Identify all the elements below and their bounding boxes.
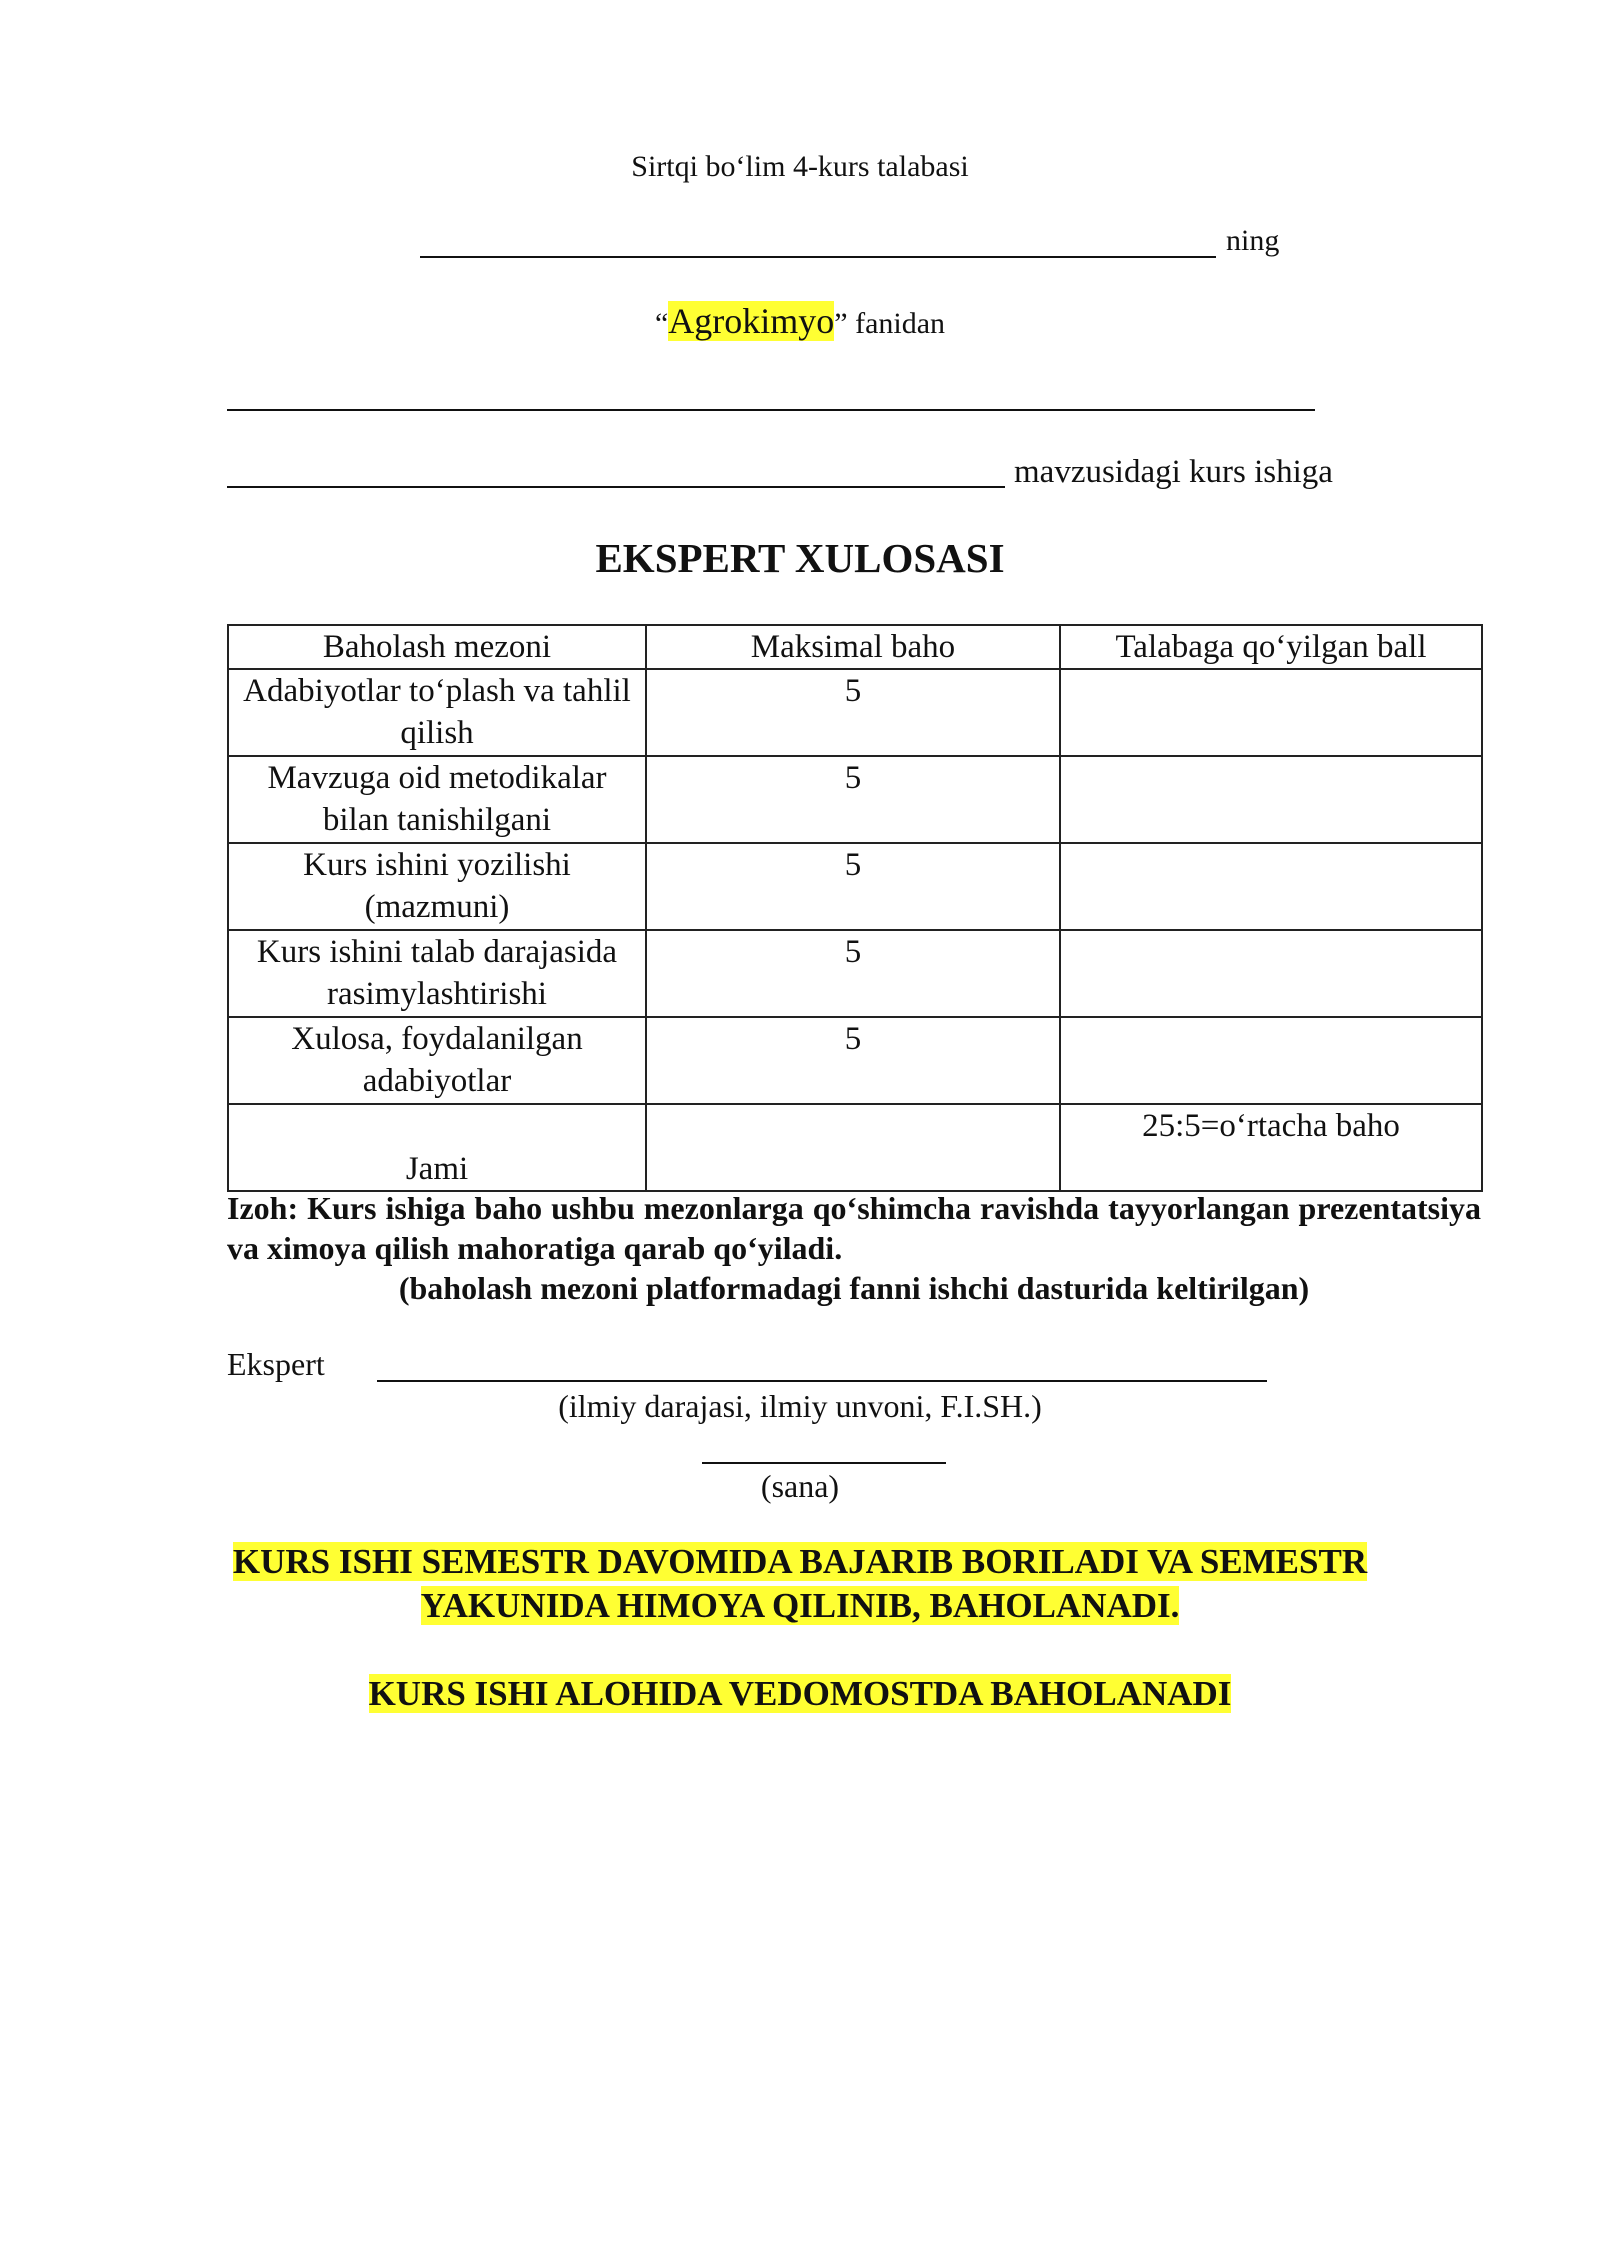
student-line: Sirtqi bo‘lim 4-kurs talabasi bbox=[631, 150, 969, 183]
given-score-cell bbox=[1060, 669, 1482, 756]
criterion-cell: Kurs ishini talab darajasida rasimylashtirishi bbox=[228, 930, 646, 1017]
total-given-cell: 25:5=o‘rtacha baho bbox=[1060, 1104, 1482, 1191]
max-score-cell: 5 bbox=[646, 756, 1060, 843]
date-line bbox=[702, 1462, 946, 1464]
banner-line-3 bbox=[0, 1672, 1600, 1716]
table-row bbox=[228, 1017, 1482, 1104]
banner-text-3: KURS ISHI ALOHIDA VEDOMOSTDA BAHOLANADI bbox=[368, 1674, 1232, 1713]
topic-line-2 bbox=[227, 486, 1005, 488]
table-row bbox=[228, 930, 1482, 1017]
date-caption: (sana) bbox=[760, 1468, 840, 1504]
note-parenthetical: (baholash mezoni platformadagi fanni ishchi dasturida keltirilgan) bbox=[398, 1270, 1310, 1306]
note-block bbox=[227, 1188, 1481, 1308]
given-score-cell bbox=[1060, 1017, 1482, 1104]
criteria-table bbox=[227, 624, 1483, 1192]
expert-signature-line bbox=[377, 1380, 1267, 1382]
max-score-cell: 5 bbox=[646, 1017, 1060, 1104]
banner-line-1 bbox=[0, 1540, 1600, 1584]
given-score-cell bbox=[1060, 930, 1482, 1017]
header-given-score: Talabaga qo‘yilgan ball bbox=[1060, 625, 1482, 669]
criterion-cell: Mavzuga oid metodikalar bilan tanishilgani bbox=[228, 756, 646, 843]
subject-suffix: fanidan bbox=[855, 307, 946, 340]
max-score-cell: 5 bbox=[646, 669, 1060, 756]
banner-line-2 bbox=[0, 1584, 1600, 1628]
given-score-cell bbox=[1060, 843, 1482, 930]
topic-suffix: mavzusidagi kurs ishiga bbox=[1014, 454, 1333, 490]
total-max-cell bbox=[646, 1104, 1060, 1191]
quote-close: ” bbox=[834, 307, 848, 340]
table-row bbox=[228, 843, 1482, 930]
ning-label: ning bbox=[1226, 224, 1280, 257]
table-row bbox=[228, 756, 1482, 843]
expert-caption: (ilmiy darajasi, ilmiy unvoni, F.I.SH.) bbox=[558, 1388, 1042, 1424]
banner-text-1: KURS ISHI SEMESTR DAVOMIDA BAJARIB BORILADI VA SEMESTR bbox=[232, 1542, 1368, 1581]
subject-name: Agrokimyo bbox=[668, 301, 835, 341]
criterion-cell: Kurs ishini yozilishi (mazmuni) bbox=[228, 843, 646, 930]
note-text: Izoh: Kurs ishiga baho ushbu mezonlarga qo‘shimcha ravishda tayyorlangan prezentatsiya va ximoya qilish mahoratiga qarab qo‘yiladi. bbox=[227, 1190, 1481, 1266]
given-score-cell bbox=[1060, 756, 1482, 843]
table-row bbox=[228, 669, 1482, 756]
max-score-cell: 5 bbox=[646, 930, 1060, 1017]
document-title: EKSPERT XULOSASI bbox=[595, 535, 1005, 581]
criterion-cell: Xulosa, foydalanilgan adabiyotlar bbox=[228, 1017, 646, 1104]
total-label-cell: Jami bbox=[228, 1104, 646, 1191]
max-score-cell: 5 bbox=[646, 843, 1060, 930]
table-header-row bbox=[228, 625, 1482, 669]
student-name-line bbox=[420, 256, 1216, 258]
expert-label: Ekspert bbox=[227, 1346, 325, 1382]
topic-line-1 bbox=[227, 409, 1315, 411]
header-max-score: Maksimal baho bbox=[646, 625, 1060, 669]
subject-line bbox=[0, 300, 1600, 342]
criterion-cell: Adabiyotlar to‘plash va tahlil qilish bbox=[228, 669, 646, 756]
banner-text-2: YAKUNIDA HIMOYA QILINIB, BAHOLANADI. bbox=[420, 1586, 1180, 1625]
quote-open: “ bbox=[654, 307, 669, 340]
table-total-row bbox=[228, 1104, 1482, 1191]
header-criterion: Baholash mezoni bbox=[228, 625, 646, 669]
